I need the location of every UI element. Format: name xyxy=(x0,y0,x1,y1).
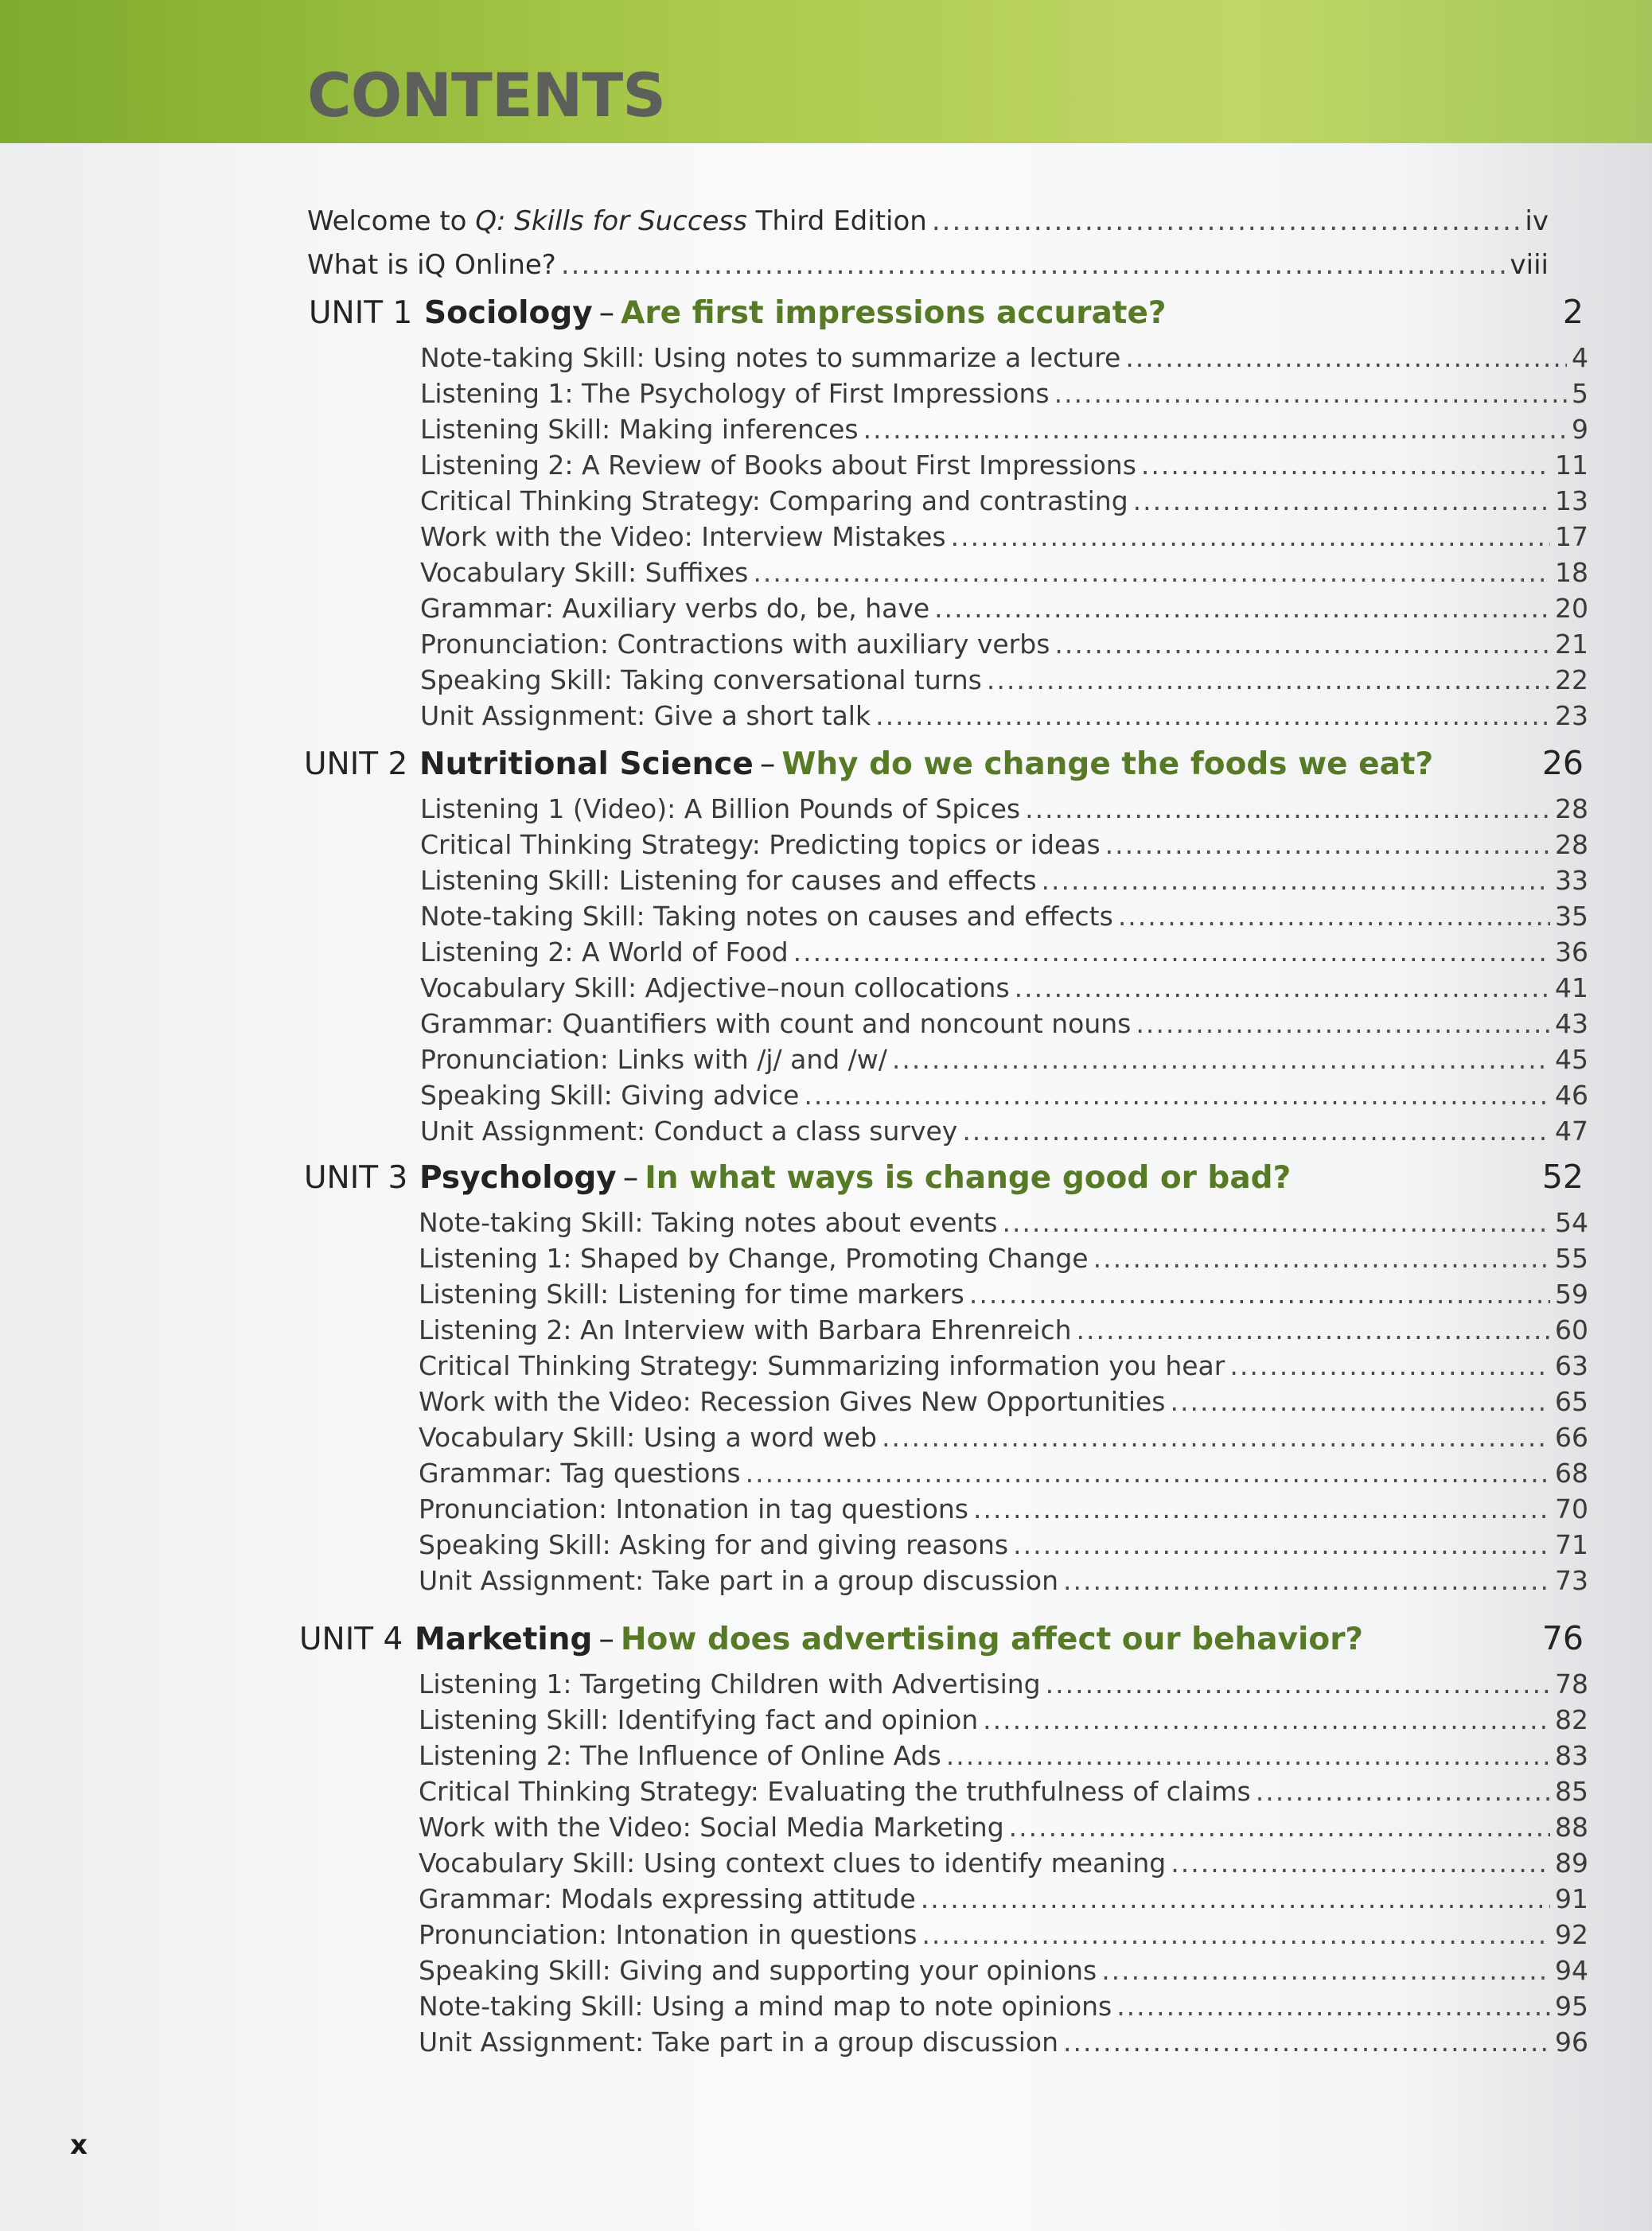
leader-dots xyxy=(753,557,1550,588)
toc-entry-label: Grammar: Modals expressing attitude xyxy=(419,1883,916,1914)
toc-entry[interactable] xyxy=(419,1668,1588,1700)
unit-question: In what ways is change good or bad? xyxy=(645,1160,1292,1196)
toc-entry-label: Unit Assignment: Take part in a group discussion xyxy=(419,2027,1059,2058)
toc-page-number: 94 xyxy=(1555,1955,1588,1986)
toc-page-number: 4 xyxy=(1572,342,1588,373)
leader-dots xyxy=(1118,901,1550,932)
toc-entry[interactable] xyxy=(420,450,1588,481)
toc-entry[interactable] xyxy=(420,342,1588,373)
toc-page-number: 35 xyxy=(1555,901,1588,932)
toc-entry[interactable] xyxy=(419,1883,1588,1914)
leader-dots xyxy=(951,521,1550,552)
unit-question: Are first impressions accurate? xyxy=(621,295,1167,331)
toc-page-number: 17 xyxy=(1555,521,1588,552)
toc-entry[interactable] xyxy=(419,1529,1588,1560)
leader-dots xyxy=(921,1883,1550,1914)
toc-page-number: 23 xyxy=(1555,700,1588,731)
toc-entry-label: Listening 2: The Influence of Online Ads xyxy=(419,1740,941,1771)
toc-entry-label: What is iQ Online? xyxy=(307,249,556,281)
toc-entry-label: Speaking Skill: Asking for and giving reasons xyxy=(419,1529,1009,1560)
leader-dots xyxy=(1101,1955,1550,1986)
toc-page-number: 28 xyxy=(1555,829,1588,860)
unit-number: UNIT 4 xyxy=(299,1622,403,1657)
toc-page-number: 21 xyxy=(1555,629,1588,660)
toc-entry[interactable] xyxy=(420,414,1588,445)
toc-page-number: iv xyxy=(1525,205,1549,237)
leader-dots xyxy=(1013,1529,1550,1560)
toc-page-number: viii xyxy=(1510,249,1549,281)
unit-page-number: 26 xyxy=(1541,744,1584,782)
toc-entry-label: Pronunciation: Contractions with auxiliary verbs xyxy=(420,629,1050,660)
toc-entry[interactable] xyxy=(420,378,1588,409)
toc-page-number: 55 xyxy=(1555,1243,1588,1274)
leader-dots xyxy=(804,1080,1550,1111)
leader-dots xyxy=(969,1279,1550,1310)
toc-entry[interactable] xyxy=(420,1008,1588,1039)
toc-entry[interactable] xyxy=(420,972,1588,1003)
toc-page-number: 41 xyxy=(1555,972,1588,1003)
toc-page-number: 36 xyxy=(1555,936,1588,968)
toc-page-number: 95 xyxy=(1555,1991,1588,2022)
toc-entry[interactable] xyxy=(419,1458,1588,1489)
leader-dots xyxy=(1256,1776,1550,1807)
toc-entry[interactable] xyxy=(419,1847,1588,1879)
toc-entry-label: Note-taking Skill: Taking notes about events xyxy=(419,1207,998,1238)
toc-entry-label: Grammar: Quantifiers with count and noncount nouns xyxy=(420,1008,1132,1039)
toc-entry-label: Grammar: Auxiliary verbs do, be, have xyxy=(420,593,930,624)
toc-entry-label: Listening 1: Targeting Children with Advertising xyxy=(419,1668,1041,1700)
toc-entry-label: Unit Assignment: Take part in a group discussion xyxy=(419,1565,1059,1596)
leader-dots xyxy=(1136,1008,1550,1039)
unit-question: Why do we change the foods we eat? xyxy=(781,746,1434,782)
toc-entry[interactable] xyxy=(420,700,1588,731)
toc-entry-label: Speaking Skill: Taking conversational turns xyxy=(420,664,982,695)
leader-dots xyxy=(1015,972,1550,1003)
toc-entry-label: Listening 2: An Interview with Barbara Ehrenreich xyxy=(419,1314,1072,1345)
leader-dots xyxy=(934,593,1550,624)
toc-entry-label: Listening Skill: Identifying fact and opinion xyxy=(419,1704,979,1735)
toc-entry-label: Listening Skill: Listening for causes and effects xyxy=(420,865,1037,896)
toc-entry[interactable] xyxy=(419,1955,1588,1986)
toc-front-iq-online[interactable] xyxy=(307,249,1549,281)
leader-dots xyxy=(932,205,1521,237)
page-title: CONTENTS xyxy=(307,60,665,130)
toc-page-number: 66 xyxy=(1555,1422,1588,1453)
leader-dots xyxy=(561,249,1506,281)
toc-page-number: 91 xyxy=(1555,1883,1588,1914)
toc-entry-label: Critical Thinking Strategy: Summarizing information you hear xyxy=(419,1350,1225,1381)
toc-entry[interactable] xyxy=(419,1776,1588,1807)
unit-heading[interactable] xyxy=(304,744,1584,782)
toc-page-number: 45 xyxy=(1555,1044,1588,1075)
unit-heading[interactable] xyxy=(309,293,1584,331)
unit-subject: Marketing xyxy=(415,1622,593,1657)
toc-entry-label: Speaking Skill: Giving and supporting your opinions xyxy=(419,1955,1097,1986)
leader-dots xyxy=(793,936,1550,968)
toc-entry[interactable] xyxy=(420,1116,1588,1147)
leader-dots xyxy=(1054,378,1567,409)
toc-entry[interactable] xyxy=(419,1207,1588,1238)
toc-entry-label: Listening 1: Shaped by Change, Promoting Change xyxy=(419,1243,1089,1274)
toc-page-number: 85 xyxy=(1555,1776,1588,1807)
toc-entry[interactable] xyxy=(420,1044,1588,1075)
toc-entry[interactable] xyxy=(420,629,1588,660)
leader-dots xyxy=(1229,1350,1550,1381)
toc-entry-label: Listening 2: A World of Food xyxy=(420,936,789,968)
toc-page-number: 70 xyxy=(1555,1493,1588,1524)
toc-entry[interactable] xyxy=(420,1080,1588,1111)
toc-entry[interactable] xyxy=(420,664,1588,695)
toc-entry[interactable] xyxy=(419,1740,1588,1771)
toc-entry[interactable] xyxy=(419,1991,1588,2022)
toc-entry[interactable] xyxy=(419,1350,1588,1381)
toc-entry[interactable] xyxy=(419,1812,1588,1843)
unit-number: UNIT 3 xyxy=(304,1160,408,1196)
toc-page-number: 28 xyxy=(1555,793,1588,824)
unit-heading[interactable] xyxy=(299,1619,1584,1657)
toc-page-number: 96 xyxy=(1555,2027,1588,2058)
toc-entry-label: Note-taking Skill: Using notes to summarize a lecture xyxy=(420,342,1121,373)
unit-page-number: 76 xyxy=(1541,1619,1584,1657)
leader-dots xyxy=(1042,865,1550,896)
toc-page-number: 54 xyxy=(1555,1207,1588,1238)
toc-entry-label: Work with the Video: Interview Mistakes xyxy=(420,521,946,552)
toc-page-number: 78 xyxy=(1555,1668,1588,1700)
toc-entry-label: Vocabulary Skill: Using a word web xyxy=(419,1422,878,1453)
toc-entry[interactable] xyxy=(420,557,1588,588)
unit-heading[interactable] xyxy=(304,1158,1584,1196)
unit-subject: Sociology xyxy=(424,295,593,331)
toc-entry-label: Pronunciation: Links with /j/ and /w/ xyxy=(420,1044,887,1075)
leader-dots xyxy=(1063,1565,1550,1596)
leader-dots xyxy=(1125,342,1567,373)
toc-page-number: 68 xyxy=(1555,1458,1588,1489)
leader-dots xyxy=(983,1704,1550,1735)
toc-page-number: 11 xyxy=(1555,450,1588,481)
leader-dots xyxy=(973,1493,1550,1524)
toc-entry-label: Critical Thinking Strategy: Comparing and contrasting xyxy=(420,485,1128,516)
toc-entry[interactable] xyxy=(419,1279,1588,1310)
toc-page-number: 20 xyxy=(1555,593,1588,624)
toc-entry[interactable] xyxy=(419,1919,1588,1950)
toc-page-number: 47 xyxy=(1555,1116,1588,1147)
leader-dots xyxy=(746,1458,1550,1489)
unit-dash: – xyxy=(598,295,615,331)
unit-dash: – xyxy=(622,1160,639,1196)
toc-entry[interactable] xyxy=(419,1493,1588,1524)
leader-dots xyxy=(1171,1847,1550,1879)
toc-page-number: 60 xyxy=(1555,1314,1588,1345)
toc-entry-label: Listening 2: A Review of Books about First Impressions xyxy=(420,450,1136,481)
leader-dots xyxy=(946,1740,1550,1771)
leader-dots xyxy=(1077,1314,1550,1345)
toc-entry-label: Vocabulary Skill: Suffixes xyxy=(420,557,749,588)
toc-entry[interactable] xyxy=(420,793,1588,824)
leader-dots xyxy=(1116,1991,1550,2022)
leader-dots xyxy=(882,1422,1550,1453)
leader-dots xyxy=(1141,450,1550,481)
toc-page-number: 5 xyxy=(1572,378,1588,409)
toc-entry-label: Grammar: Tag questions xyxy=(419,1458,741,1489)
toc-front-welcome[interactable] xyxy=(307,205,1549,237)
toc-entry[interactable] xyxy=(419,1422,1588,1453)
leader-dots xyxy=(987,664,1550,695)
toc-entry[interactable] xyxy=(419,1704,1588,1735)
toc-entry[interactable] xyxy=(419,1386,1588,1417)
unit-page-number: 52 xyxy=(1541,1158,1584,1196)
toc-page-number: 82 xyxy=(1555,1704,1588,1735)
toc-entry-label: Work with the Video: Social Media Marketing xyxy=(419,1812,1004,1843)
leader-dots xyxy=(863,414,1567,445)
page-folio: x xyxy=(70,2129,88,2161)
toc-entry-label: Welcome to Q: Skills for Success Third Edition xyxy=(307,205,927,237)
leader-dots xyxy=(1105,829,1550,860)
toc-page-number: 9 xyxy=(1572,414,1588,445)
unit-subject: Psychology xyxy=(419,1160,617,1196)
toc-entry-label: Pronunciation: Intonation in tag questions xyxy=(419,1493,969,1524)
toc-entry[interactable] xyxy=(420,936,1588,968)
toc-page-number: 92 xyxy=(1555,1919,1588,1950)
toc-entry[interactable] xyxy=(420,865,1588,896)
unit-dash: – xyxy=(759,746,776,782)
toc-entry[interactable] xyxy=(420,829,1588,860)
leader-dots xyxy=(1054,629,1550,660)
toc-entry-label: Listening Skill: Making inferences xyxy=(420,414,859,445)
toc-page-number: 83 xyxy=(1555,1740,1588,1771)
toc-page-number: 18 xyxy=(1555,557,1588,588)
toc-page-number: 13 xyxy=(1555,485,1588,516)
toc-entry-label: Note-taking Skill: Taking notes on causes and effects xyxy=(420,901,1113,932)
toc-page-number: 65 xyxy=(1555,1386,1588,1417)
leader-dots xyxy=(1009,1812,1550,1843)
toc-page-number: 33 xyxy=(1555,865,1588,896)
toc-entry[interactable] xyxy=(419,2027,1588,2058)
toc-entry[interactable] xyxy=(419,1565,1588,1596)
leader-dots xyxy=(1046,1668,1550,1700)
unit-number: UNIT 2 xyxy=(304,746,408,782)
leader-dots xyxy=(962,1116,1550,1147)
unit-question: How does advertising affect our behavior? xyxy=(620,1622,1364,1657)
unit-page-number: 2 xyxy=(1562,293,1584,331)
leader-dots xyxy=(1171,1386,1550,1417)
toc-entry[interactable] xyxy=(419,1314,1588,1345)
toc-entry-label: Unit Assignment: Conduct a class survey xyxy=(420,1116,958,1147)
toc-entry-label: Vocabulary Skill: Adjective–noun collocations xyxy=(420,972,1010,1003)
toc-entry-label: Pronunciation: Intonation in questions xyxy=(419,1919,918,1950)
toc-page-number: 89 xyxy=(1555,1847,1588,1879)
toc-entry[interactable] xyxy=(420,593,1588,624)
toc-entry-label: Unit Assignment: Give a short talk xyxy=(420,700,871,731)
toc-entry-label: Vocabulary Skill: Using context clues to identify meaning xyxy=(419,1847,1167,1879)
leader-dots xyxy=(921,1919,1550,1950)
toc-entry-label: Critical Thinking Strategy: Predicting topics or ideas xyxy=(420,829,1101,860)
unit-dash: – xyxy=(598,1622,614,1657)
toc-page-number: 43 xyxy=(1555,1008,1588,1039)
unit-subject: Nutritional Science xyxy=(419,746,754,782)
toc-entry[interactable] xyxy=(420,901,1588,932)
toc-page-number: 71 xyxy=(1555,1529,1588,1560)
leader-dots xyxy=(875,700,1550,731)
toc-page-number: 73 xyxy=(1555,1565,1588,1596)
toc-entry[interactable] xyxy=(419,1243,1588,1274)
toc-entry-label: Listening 1 (Video): A Billion Pounds of Spices xyxy=(420,793,1021,824)
toc-entry[interactable] xyxy=(420,485,1588,516)
toc-entry-label: Listening 1: The Psychology of First Impressions xyxy=(420,378,1050,409)
toc-page-number: 63 xyxy=(1555,1350,1588,1381)
leader-dots xyxy=(1025,793,1550,824)
toc-page-number: 59 xyxy=(1555,1279,1588,1310)
toc-entry[interactable] xyxy=(420,521,1588,552)
toc-page-number: 22 xyxy=(1555,664,1588,695)
toc-page-number: 88 xyxy=(1555,1812,1588,1843)
toc-entry-label: Critical Thinking Strategy: Evaluating the truthfulness of claims xyxy=(419,1776,1251,1807)
leader-dots xyxy=(892,1044,1550,1075)
leader-dots xyxy=(1133,485,1550,516)
toc-page-number: 46 xyxy=(1555,1080,1588,1111)
leader-dots xyxy=(1063,2027,1550,2058)
leader-dots xyxy=(1002,1207,1550,1238)
unit-number: UNIT 1 xyxy=(309,295,413,331)
toc-entry-label: Listening Skill: Listening for time markers xyxy=(419,1279,964,1310)
leader-dots xyxy=(1093,1243,1550,1274)
toc-entry-label: Note-taking Skill: Using a mind map to note opinions xyxy=(419,1991,1112,2022)
toc-entry-label: Speaking Skill: Giving advice xyxy=(420,1080,800,1111)
toc-entry-label: Work with the Video: Recession Gives New Opportunities xyxy=(419,1386,1166,1417)
